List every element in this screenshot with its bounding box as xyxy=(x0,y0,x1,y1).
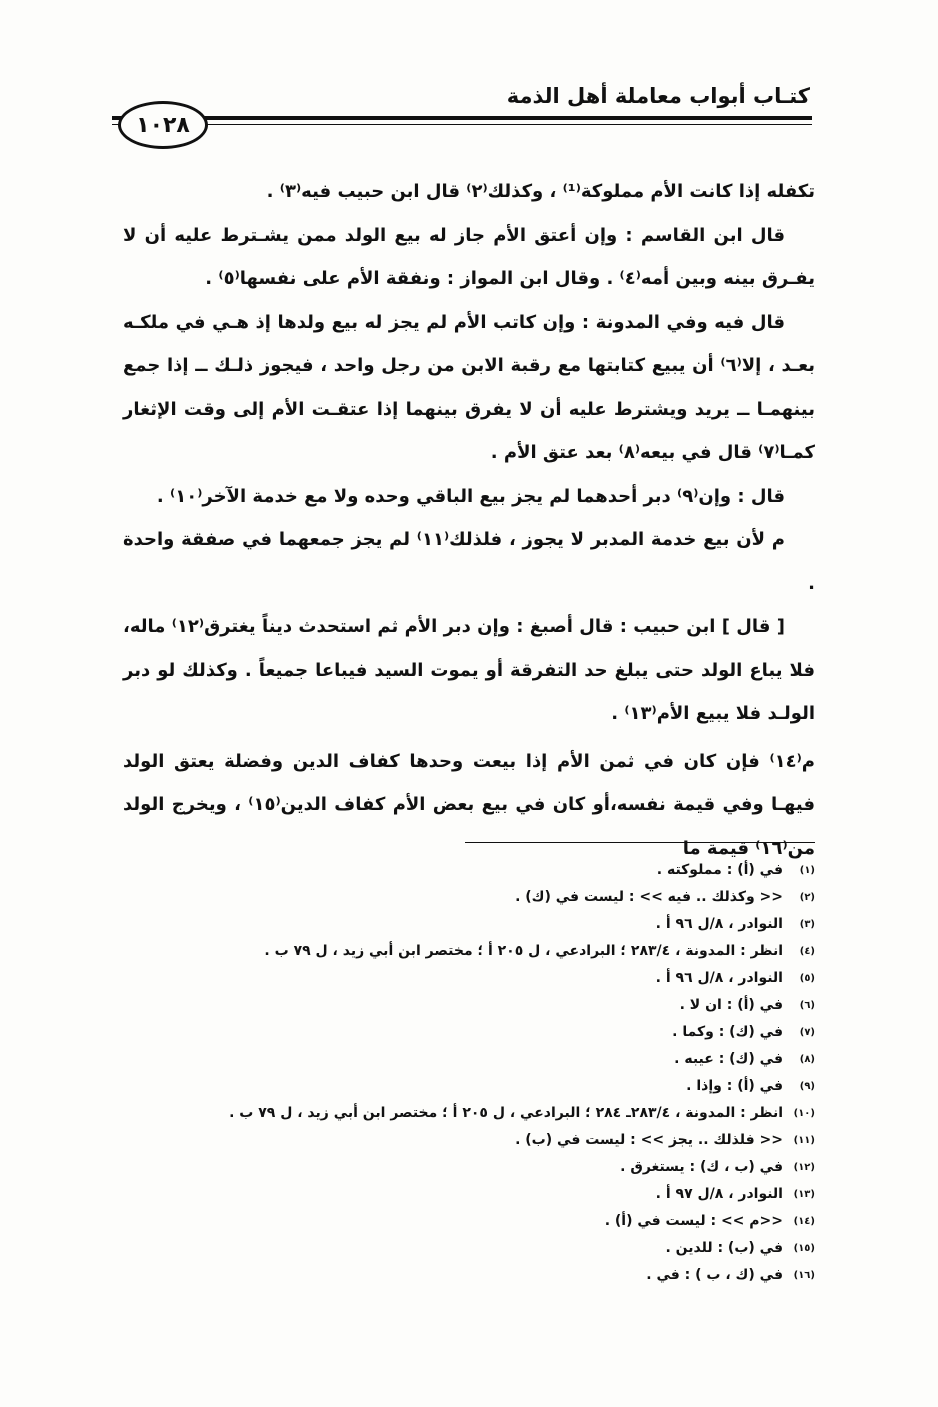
footnote-text: <<م >> : ليست في (أ) . xyxy=(604,1213,783,1229)
footnote-text: << فلذلك .. يجز >> : ليست في (ب) . xyxy=(515,1132,783,1148)
paragraph: قال فيه وفي المدونة : وإن كاتب الأم لم يجز له بيع ولدها إذ هـي في ملكـه بعـد ، إلا⁽٦⁾ أن يبيع كتابتها مع رقبة الابن من رجل واحد ، فيجوز ذلـك ــ إذا جمع بينهمـا ــ يريد ويشترط عليه أن لا يفرق بينهما إذا عتقـت الأم إلى وقت الإثغار كمـا⁽٧⁾ قال في بيعه⁽٨⁾ بعد عتق الأم . xyxy=(123,311,815,463)
main-text xyxy=(123,170,815,870)
footnote-text: انظر : المدونة ، ٢٨٣/٤ـ ٢٨٤ ؛ البرادعي ، ل ٢٠٥ أ ؛ مختصر ابن أبي زيد ، ل ٧٩ ب . xyxy=(229,1105,783,1121)
paragraph: م لأن بيع خدمة المدبر لا يجوز ، فلذلك⁽١١⁾ لم يجز جمعهما في صفقة واحدة . xyxy=(123,529,815,594)
footnote-item xyxy=(115,1235,815,1262)
footnote-item xyxy=(115,884,815,911)
footnote-text: في (ك) : وكما . xyxy=(672,1024,783,1040)
footnote-text: في (أ) : وإذا . xyxy=(686,1078,783,1094)
footnote-item xyxy=(115,1073,815,1100)
footnote-text: النوادر ، ٨/ل ٩٦ أ . xyxy=(655,970,783,986)
footnotes-list xyxy=(115,857,815,1289)
footnote-item xyxy=(115,1127,815,1154)
footnote-number: (٧) xyxy=(799,1027,815,1038)
footnote-item xyxy=(115,938,815,965)
footnote-number: (١٠) xyxy=(793,1108,815,1119)
footnote-number: (١٢) xyxy=(793,1162,815,1173)
footnote-text: في (ب) : للدين . xyxy=(665,1240,783,1256)
footnote-item xyxy=(115,1019,815,1046)
paragraph: قال : وإن⁽٩⁾ دبر أحدهما لم يجز بيع الباقي وحده ولا مع خدمة الآخر⁽١٠⁾ . xyxy=(156,485,785,507)
footnote-text: في (ك ، ب ) : في . xyxy=(646,1267,783,1283)
footnote-number: (٨) xyxy=(799,1054,815,1065)
footnote-item xyxy=(115,1100,815,1127)
footnote-number: (١٤) xyxy=(793,1216,815,1227)
footnote-item xyxy=(115,1154,815,1181)
footnote-number: (٦) xyxy=(799,1000,815,1011)
paragraph: [ قال ] ابن حبيب : قال أصبغ : وإن دبر الأم ثم استحدث ديناً يغترق⁽١٢⁾ ماله، فلا يباع الولد حتى يبلغ حد التفرقة أو يموت السيد فيباعا جميعاً . وكذلك لو دبر الولـد فلا يبيع الأم⁽١٣⁾ . xyxy=(123,616,815,724)
paragraph: م⁽١٤⁾ فإن كان في ثمن الأم إذا بيعت وحدها كفاف الدين وفضلة يعتق الولد فيهـا وفي قيمة نفسه،أو كان في بيع بعض الأم كفاف الدين⁽١٥⁾ ، ويخرج الولد من⁽١٦⁾ قيمة ما xyxy=(123,750,815,859)
footnote-item xyxy=(115,1046,815,1073)
footnote-item xyxy=(115,992,815,1019)
footnote-text: النوادر ، ٨/ل ٩٧ أ . xyxy=(655,1186,783,1202)
footnote-rule xyxy=(465,842,815,843)
footnote-item xyxy=(115,1181,815,1208)
header-rule-thin xyxy=(112,124,812,125)
footnote-number: (٩) xyxy=(799,1081,815,1092)
paragraph: قال ابن القاسم : وإن أعتق الأم جاز له بيع الولد ممن يشـترط عليه أن لا يفـرق بينه وبين أمه⁽٤⁾ . وقال ابن المواز : ونفقة الأم على نفسها⁽٥⁾ . xyxy=(123,224,815,289)
footnote-text: في (ك) : عيبه . xyxy=(674,1051,783,1067)
footnote-item xyxy=(115,1208,815,1235)
running-title: كتـاب أبواب معاملة أهل الذمة xyxy=(506,84,810,108)
footnote-number: (٥) xyxy=(799,973,815,984)
footnote-number: (٣) xyxy=(799,919,815,930)
footnote-item xyxy=(115,1262,815,1289)
footnote-text: << وكذلك .. فيه >> : ليست في (ك) . xyxy=(515,889,783,905)
footnote-number: (١) xyxy=(799,865,815,876)
footnote-number: (١٦) xyxy=(793,1270,815,1281)
footnote-number: (١١) xyxy=(793,1135,815,1146)
footnote-text: انظر : المدونة ، ٢٨٣/٤ ؛ البرادعي ، ل ٢٠٥ أ ؛ مختصر ابن أبي زيد ، ل ٧٩ ب . xyxy=(264,943,783,959)
footnote-number: (١٥) xyxy=(793,1243,815,1254)
footnote-text: في (أ) : مملوكته . xyxy=(656,862,783,878)
footnote-item xyxy=(115,857,815,884)
footnote-text: في (ب ، ك) : يستغرق . xyxy=(620,1159,783,1175)
header-rule xyxy=(112,116,812,120)
footnote-item xyxy=(115,911,815,938)
footnote-text: في (أ) : ان لا . xyxy=(679,997,783,1013)
footnote-number: (١٣) xyxy=(793,1189,815,1200)
page-number: ١٠٢٨ xyxy=(118,101,208,149)
footnote-number: (٢) xyxy=(799,892,815,903)
paragraph: تكفله إذا كانت الأم مملوكة⁽¹⁾ ، وكذلك⁽٢⁾ قال ابن حبيب فيه⁽٣⁾ . xyxy=(266,181,815,202)
footnote-text: النوادر ، ٨/ل ٩٦ أ . xyxy=(655,916,783,932)
footnote-number: (٤) xyxy=(799,946,815,957)
footnote-item xyxy=(115,965,815,992)
